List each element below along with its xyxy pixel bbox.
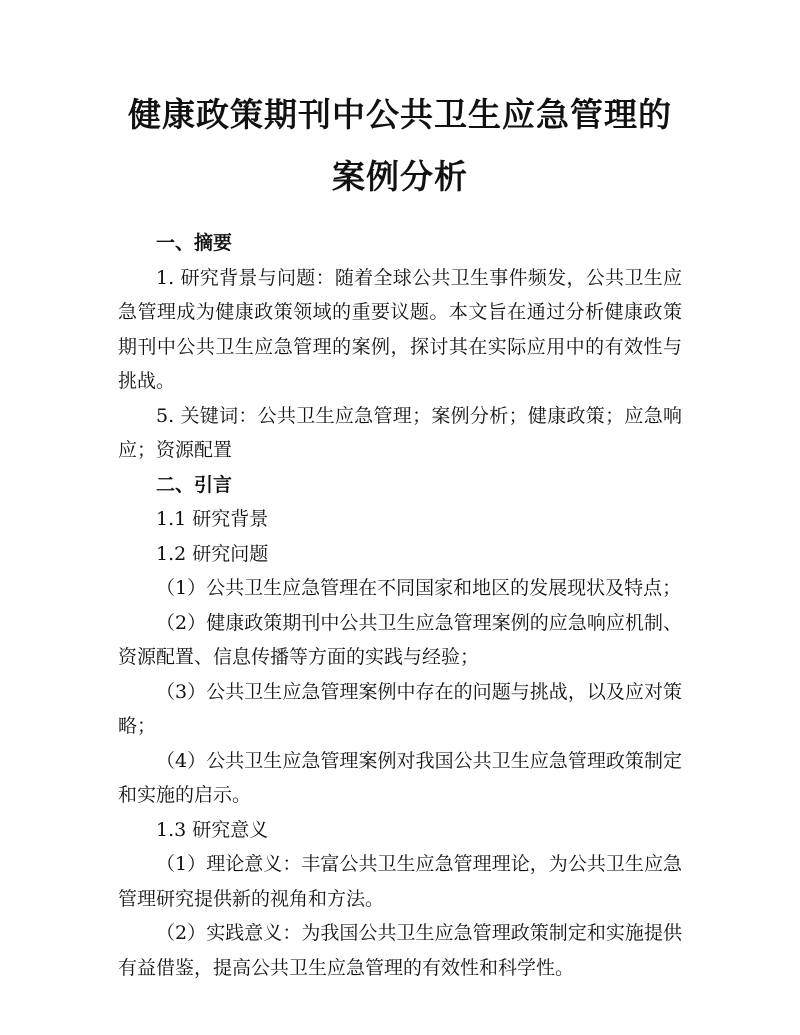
abstract-keywords-paragraph: 5. 关键词：公共卫生应急管理；案例分析；健康政策；应急响应；资源配置: [118, 404, 682, 461]
section-heading-abstract: 一、摘要: [156, 232, 233, 254]
significance-item-practical: （2）实践意义：为我国公共卫生应急管理政策制定和实施提供有益借鉴，提高公共卫生应急管理的有效性和科学性。: [118, 922, 682, 979]
subsection-research-significance: 1.3 研究意义: [156, 818, 269, 841]
section-heading-introduction: 二、引言: [156, 473, 233, 496]
subsection-research-background: 1.1 研究背景: [156, 508, 269, 530]
document-title: 健康政策期刊中公共卫生应急管理的案例分析: [128, 95, 672, 196]
document-body: [118, 226, 682, 985]
significance-item-theoretical: （1）理论意义：丰富公共卫生应急管理理论，为公共卫生应急管理研究提供新的视角和方法。: [118, 853, 682, 910]
research-question-item-1: （1）公共卫生应急管理在不同国家和地区的发展现状及特点；: [156, 577, 682, 599]
subsection-research-questions: 1.2 研究问题: [156, 542, 269, 565]
research-question-item-4: （4）公共卫生应急管理案例对我国公共卫生应急管理政策制定和实施的启示。: [118, 749, 682, 806]
abstract-background-paragraph: 1. 研究背景与问题：随着全球公共卫生事件频发，公共卫生应急管理成为健康政策领域的重要议题。本文旨在通过分析健康政策期刊中公共卫生应急管理的案例，探讨其在实际应用中的有效性与挑战。: [118, 266, 682, 392]
research-question-item-2: （2）健康政策期刊中公共卫生应急管理案例的应急响应机制、资源配置、信息传播等方面的实践与经验；: [118, 611, 682, 668]
research-question-item-3: （3）公共卫生应急管理案例中存在的问题与挑战，以及应对策略；: [118, 680, 682, 737]
